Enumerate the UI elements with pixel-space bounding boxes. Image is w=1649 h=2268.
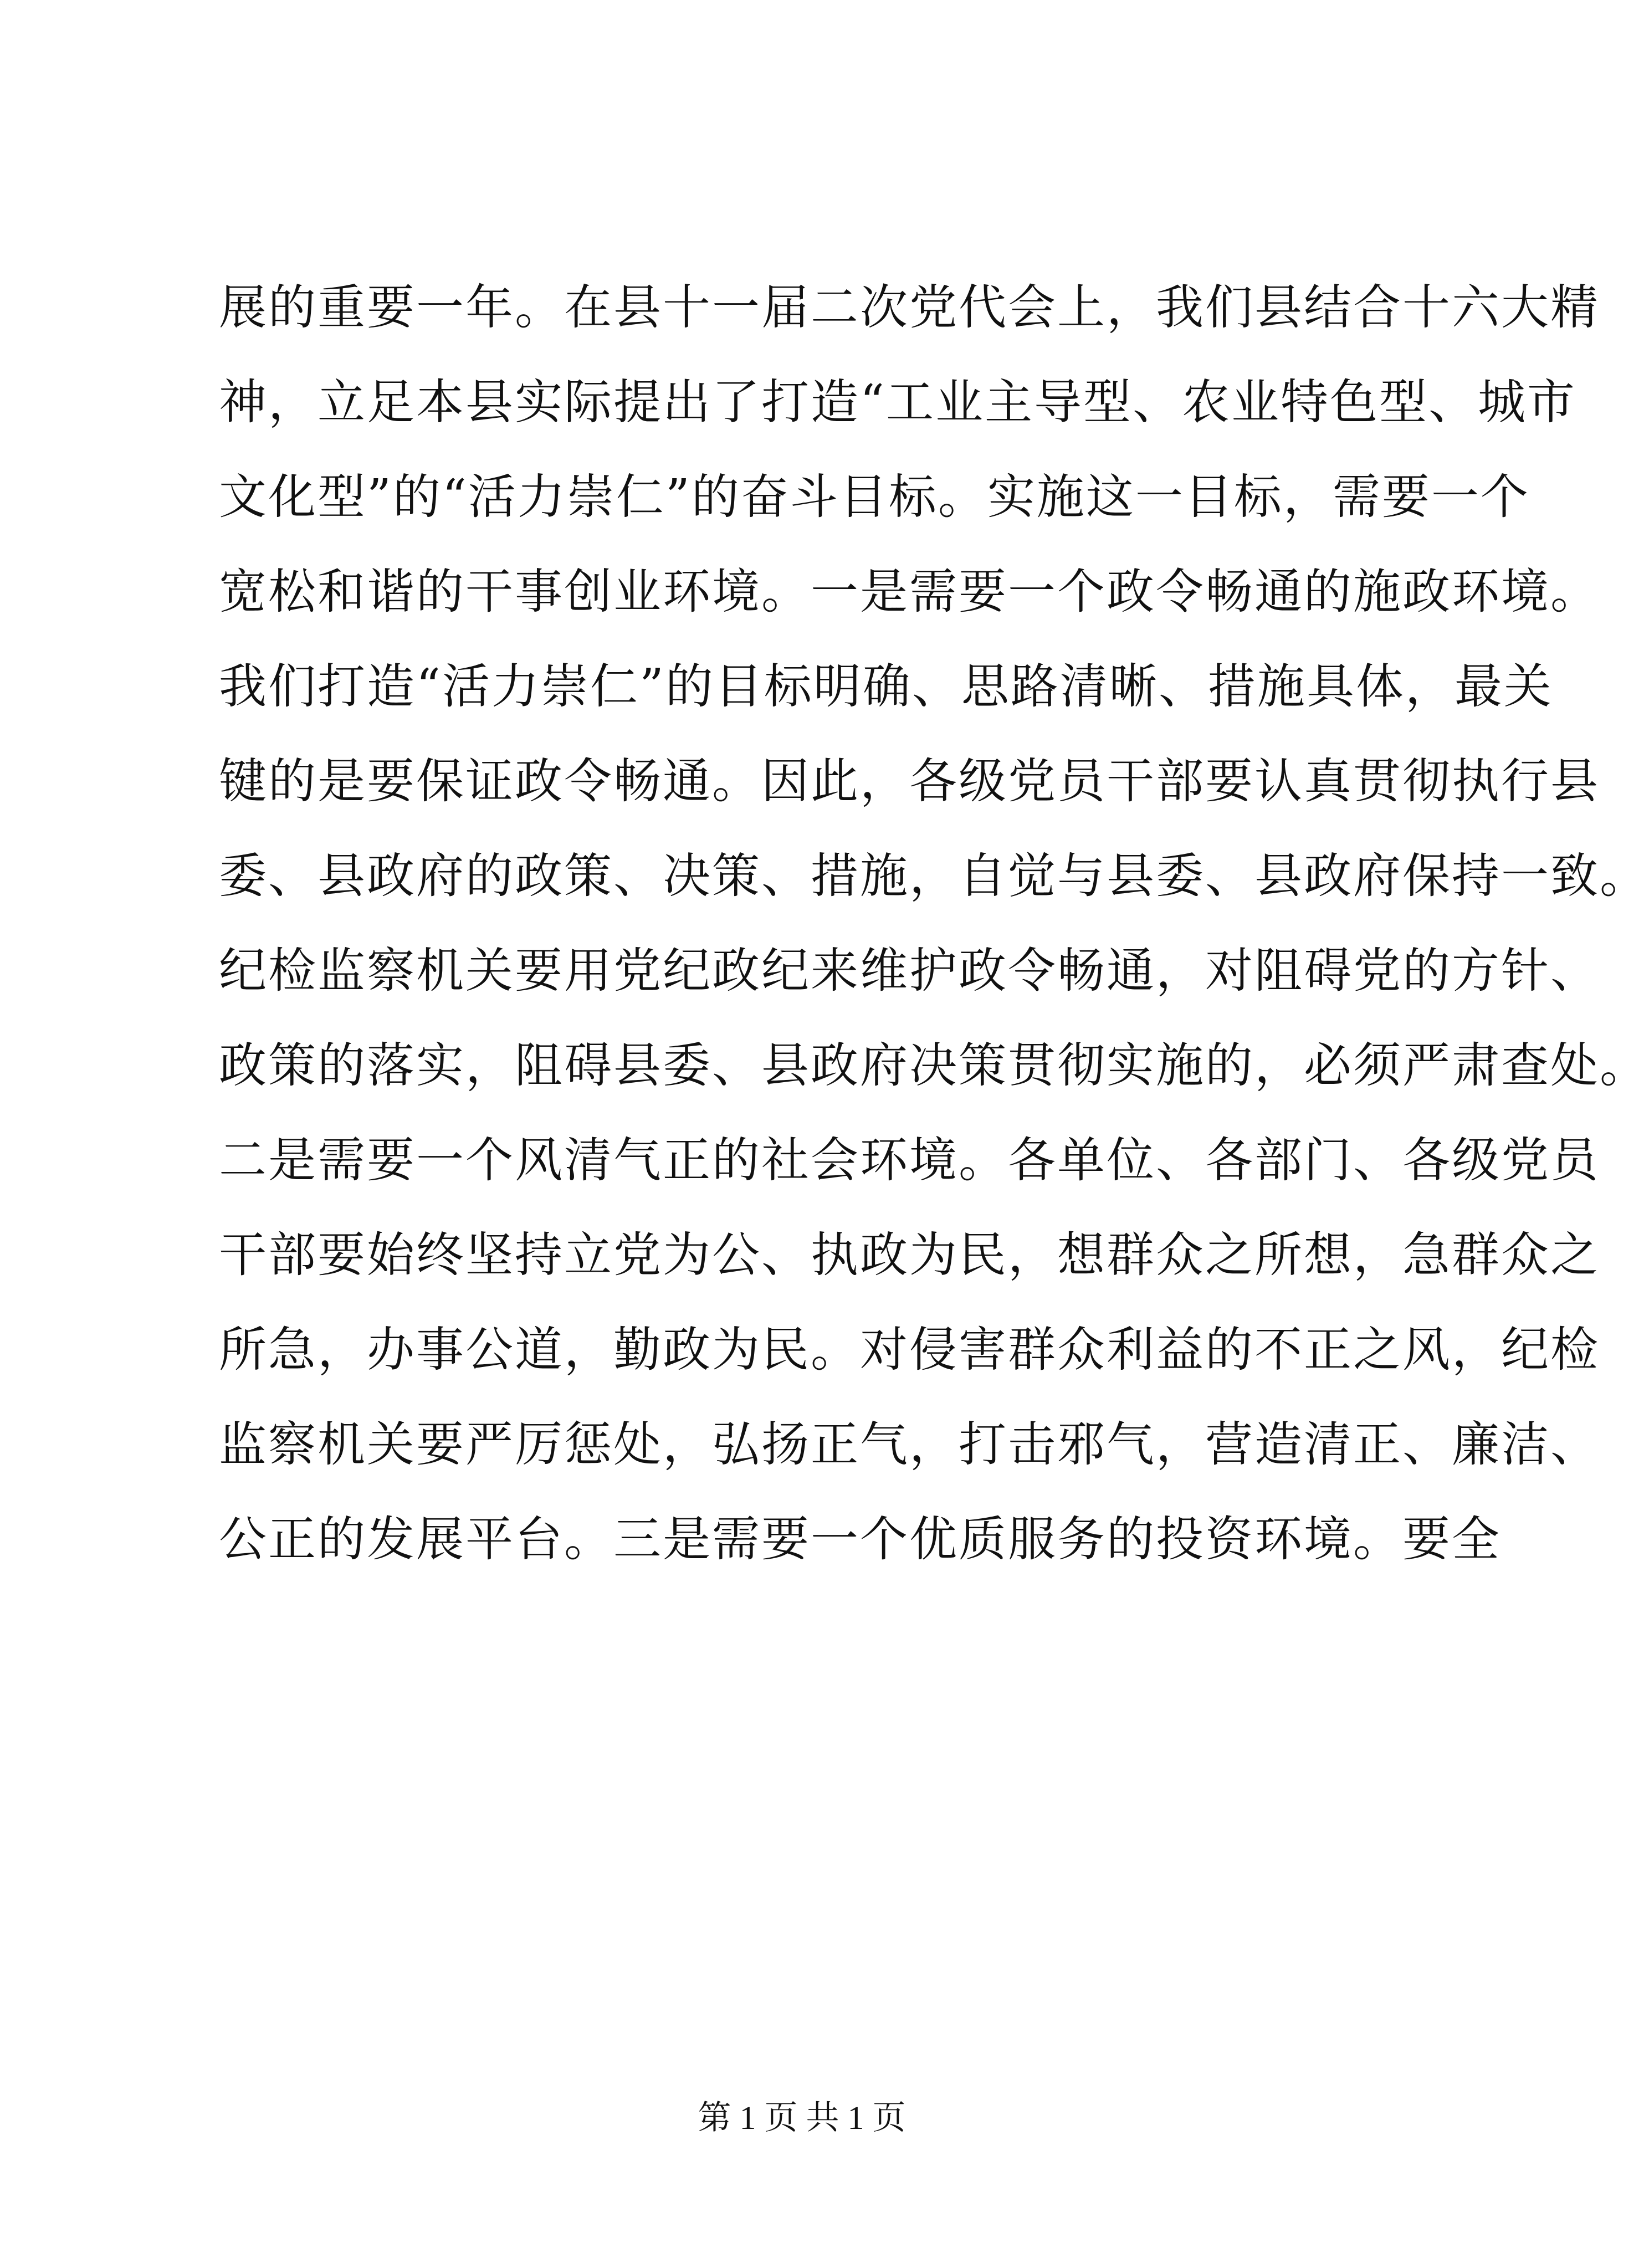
body-text [219, 260, 1649, 1587]
text-line-3: 文化型”的“活力崇仁”的奋斗目标。实施这一目标，需要一个 [219, 469, 1530, 525]
text-line-9: 政策的落实，阻碍县委、县政府决策贯彻实施的，必须严肃查处。 [219, 1038, 1649, 1093]
text-line-5: 我们打造“活力崇仁”的目标明确、思路清晰、措施具体，最关 [219, 659, 1553, 714]
text-line-12: 所急，办事公道，勤政为民。对侵害群众利益的不正之风，纪检 [219, 1322, 1600, 1378]
text-line-8: 纪检监察机关要用党纪政纪来维护政令畅通，对阻碍党的方针、 [219, 943, 1600, 999]
page-footer [0, 2096, 1604, 2140]
text-line-1: 展的重要一年。在县十一届二次党代会上，我们县结合十六大精 [219, 280, 1600, 335]
text-line-4: 宽松和谐的干事创业环境。一是需要一个政令畅通的施政环境。 [219, 564, 1600, 620]
text-line-6: 键的是要保证政令畅通。因此，各级党员干部要认真贯彻执行县 [219, 754, 1600, 809]
text-line-10: 二是需要一个风清气正的社会环境。各单位、各部门、各级党员 [219, 1133, 1600, 1188]
text-line-13: 监察机关要严厉惩处，弘扬正气，打击邪气，营造清正、廉洁、 [219, 1417, 1600, 1472]
text-line-7: 委、县政府的政策、决策、措施，自觉与县委、县政府保持一致。 [219, 848, 1649, 904]
text-line-11: 干部要始终坚持立党为公、执政为民，想群众之所想，急群众之 [219, 1227, 1600, 1283]
page-number-label: 第 1 页 共 1 页 [698, 2100, 906, 2136]
text-line-14: 公正的发展平台。三是需要一个优质服务的投资环境。要全 [219, 1512, 1501, 1567]
text-line-2: 神，立足本县实际提出了打造“工业主导型、农业特色型、城市 [219, 375, 1576, 430]
